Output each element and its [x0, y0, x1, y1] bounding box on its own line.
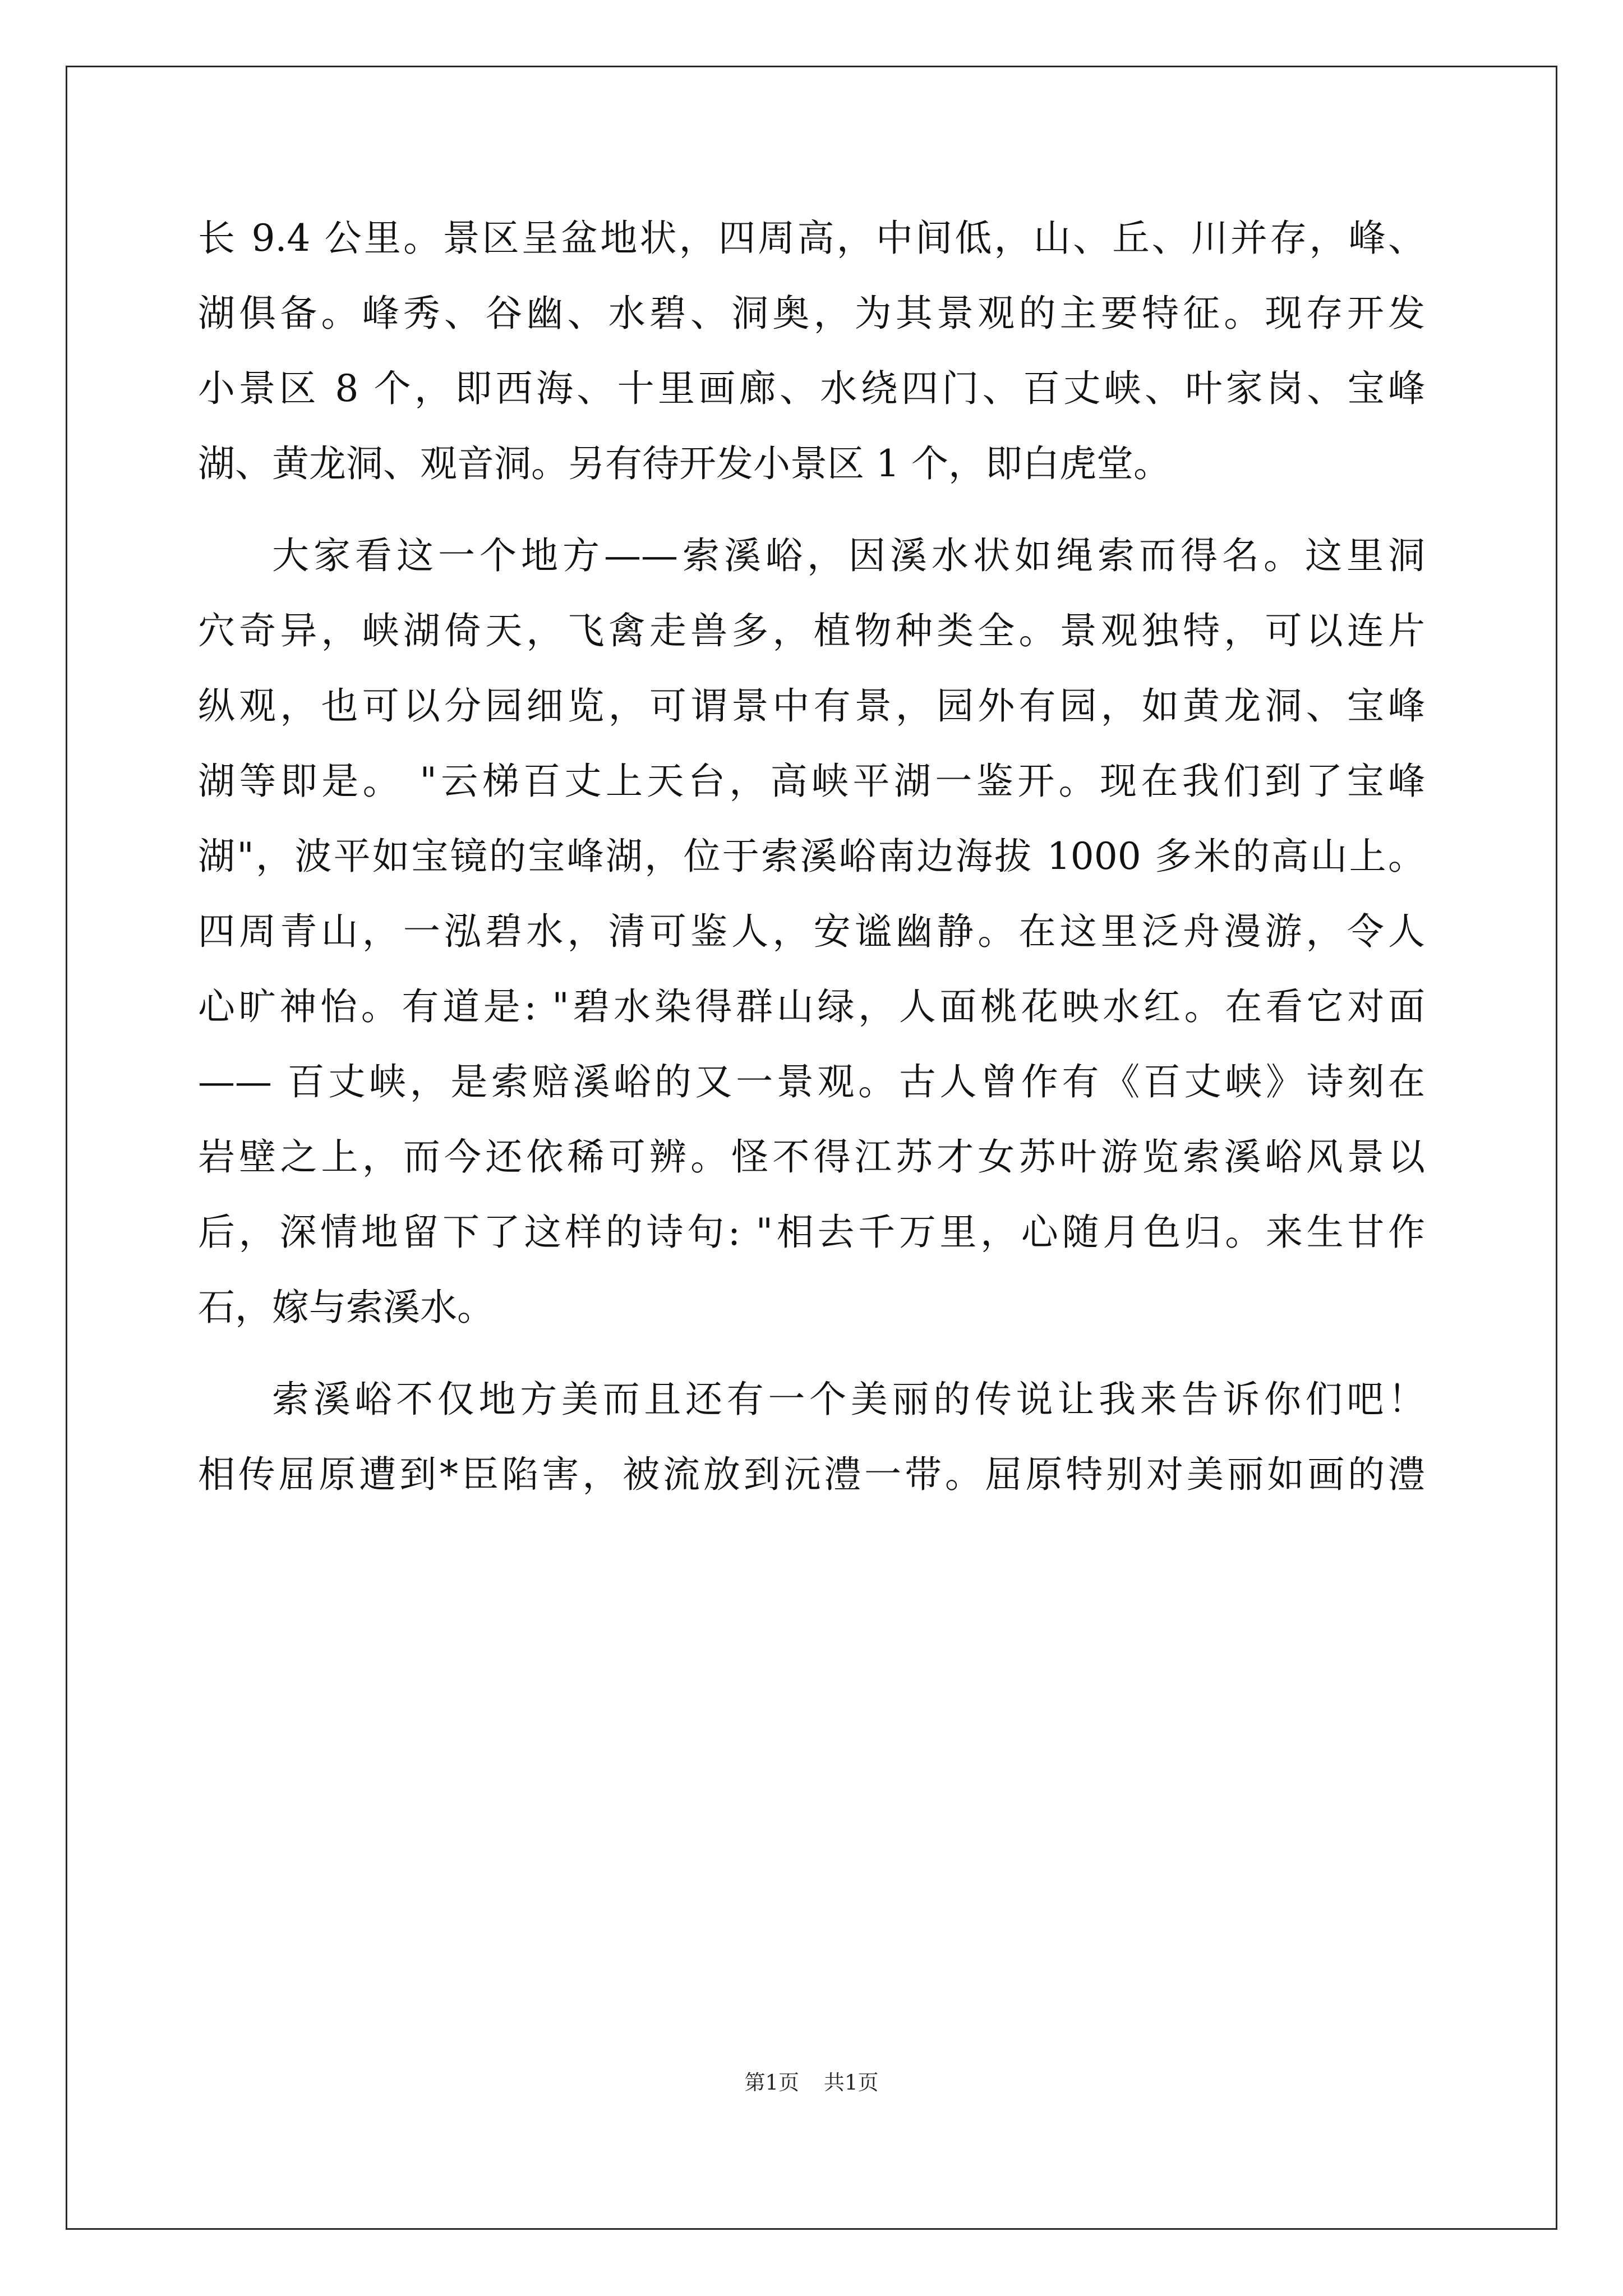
text-line: 岩壁之上，而今还依稀可辨。怪不得江苏才女苏叶游览索溪峪风景以 [198, 1135, 1425, 1179]
text-line: 湖等即是。 "云梯百丈上天台，高峡平湖一鉴开。现在我们到了宝峰 [198, 760, 1425, 803]
text-line: 小景区 8 个，即西海、十里画廊、水绕四门、百丈峡、叶家岗、宝峰 [198, 367, 1425, 410]
text-line: 湖、黄龙洞、观音洞。另有待开发小景区 1 个，即白虎堂。 [198, 442, 1170, 485]
page-total: 共1页 [824, 2070, 879, 2095]
text-line: 石，嫁与索溪水。 [198, 1286, 494, 1329]
page-footer [0, 2069, 1623, 2097]
text-line: 四周青山，一泓碧水，清可鉴人，安谧幽静。在这里泛舟漫游，令人 [198, 910, 1425, 953]
text-line: 心旷神怡。有道是: "碧水染得群山绿，人面桃花映水红。在看它对面 [198, 985, 1425, 1028]
text-line: —— 百丈峡，是索赔溪峪的又一景观。古人曾作有《百丈峡》诗刻在 [198, 1060, 1425, 1103]
page-number: 第1页 [744, 2070, 799, 2095]
text-line: 湖"，波平如宝镜的宝峰湖，位于索溪峪南边海拔 1000 多米的高山上。 [198, 835, 1425, 878]
text-line: 相传屈原遭到*臣陷害，被流放到沅澧一带。屈原特别对美丽如画的澧 [198, 1453, 1425, 1496]
text-line: 穴奇异，峡湖倚天，飞禽走兽多，植物种类全。景观独特，可以连片 [198, 609, 1425, 652]
text-line: 长 9.4 公里。景区呈盆地状，四周高，中间低，山、丘、川并存，峰、 [198, 217, 1425, 260]
text-line: 索溪峪不仅地方美而且还有一个美丽的传说让我来告诉你们吧！ [272, 1378, 1425, 1421]
text-line: 纵观，也可以分园细览，可谓景中有景，园外有园，如黄龙洞、宝峰 [198, 684, 1425, 728]
document-body [198, 201, 1425, 1512]
text-line: 湖俱备。峰秀、谷幽、水碧、洞奥，为其景观的主要特征。现存开发 [198, 292, 1425, 335]
text-line: 大家看这一个地方——索溪峪，因溪水状如绳索而得名。这里洞 [272, 534, 1425, 577]
text-line: 后，深情地留下了这样的诗句: "相去千万里，心随月色归。来生甘作 [198, 1211, 1425, 1254]
